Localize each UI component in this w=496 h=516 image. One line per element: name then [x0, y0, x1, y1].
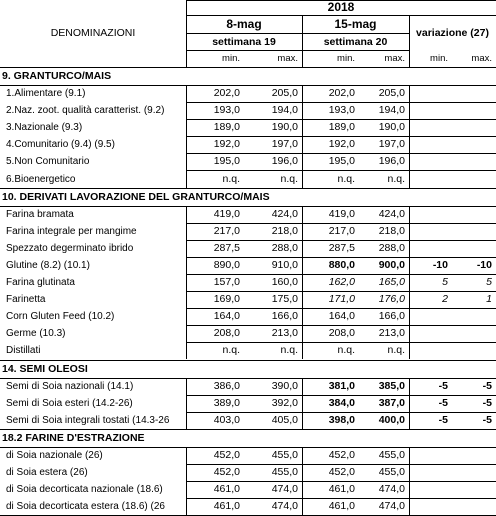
section-title-row: [0, 68, 496, 85]
price-15-mag-max: 196,0: [378, 155, 405, 168]
table-row: [0, 481, 496, 498]
variazione-max: [452, 85, 496, 102]
variazione-max: -5: [482, 379, 492, 392]
price-15-mag-max: 288,0: [378, 241, 405, 254]
grid-hline: [0, 85, 496, 86]
price-8-mag-min: 157,0: [213, 276, 240, 288]
variazione-min: [409, 240, 452, 257]
week-2-header: settimana 20: [323, 36, 388, 48]
variazione-min: [409, 136, 452, 153]
variazione-max: [452, 308, 496, 325]
price-15-mag-max: 900,0: [378, 258, 405, 271]
variazione-min: [409, 223, 452, 240]
grid-vline: [302, 447, 303, 515]
price-8-mag-min: 386,0: [213, 379, 240, 392]
price-8-mag-min: 461,0: [213, 483, 240, 495]
grid-vline: [186, 378, 187, 429]
price-15-mag-min: 217,0: [328, 224, 355, 237]
variazione-min: [409, 464, 452, 481]
grid-hline: [186, 170, 496, 171]
row-label: Distillati: [6, 345, 41, 357]
grid-hline: [186, 33, 409, 34]
price-15-mag-max: 165,0: [378, 276, 405, 288]
table-row: [0, 257, 496, 274]
price-15-mag-max: 474,0: [378, 483, 405, 495]
variazione-min: [409, 325, 452, 342]
grid-hline: [186, 291, 496, 292]
table-row: [0, 274, 496, 291]
variazione-max: [452, 342, 496, 359]
variazione-min: -10: [432, 258, 448, 271]
price-8-mag-max: 392,0: [271, 396, 298, 409]
grid-hline: [0, 378, 496, 379]
section-title: 14. SEMI OLEOSI: [2, 362, 88, 375]
price-15-mag-max: 205,0: [378, 87, 405, 99]
date-1-header: 8-mag: [226, 17, 262, 31]
section-title-row: [0, 189, 496, 206]
variazione-max: [452, 447, 496, 464]
variazione-max: 5: [486, 276, 492, 288]
var-min-header: min.: [430, 53, 448, 64]
price-15-mag-min: 208,0: [328, 327, 355, 340]
price-8-mag-min: 202,0: [213, 87, 240, 99]
price-8-mag-max: 160,0: [271, 276, 298, 288]
price-8-mag-max: 218,0: [271, 224, 298, 237]
grid-vline: [302, 85, 303, 188]
price-15-mag-min: 193,0: [328, 104, 355, 117]
row-label: di Soia decorticata estera (18.6) (26: [6, 501, 165, 513]
row-label: 6.Bioenergetico: [6, 173, 76, 185]
price-15-mag-min: 192,0: [328, 138, 355, 151]
variazione-min: 2: [442, 293, 448, 306]
variazione-min: [409, 342, 452, 359]
price-8-mag-min: 169,0: [213, 293, 240, 306]
price-15-mag-max: n.q.: [387, 344, 405, 357]
row-label: Glutine (8.2) (10.1): [6, 259, 90, 271]
grid-hline: [186, 50, 409, 51]
price-15-mag-max: 213,0: [378, 327, 405, 340]
grid-vline: [302, 206, 303, 360]
price-15-mag-min: 461,0: [328, 483, 355, 495]
variazione-max: [452, 223, 496, 240]
grid-vline: [302, 15, 303, 67]
price-8-mag-min: 287,5: [213, 241, 240, 254]
price-8-mag-min: 452,0: [213, 448, 240, 461]
variazione-min: [409, 481, 452, 498]
table-row: [0, 308, 496, 325]
price-15-mag-max: 197,0: [378, 138, 405, 151]
price-8-mag-max: 288,0: [271, 241, 298, 254]
price-8-mag-min: 217,0: [213, 224, 240, 237]
price-15-mag-max: 190,0: [378, 121, 405, 134]
price-15-mag-max: 385,0: [378, 379, 405, 392]
price-15-mag-max: n.q.: [387, 172, 405, 185]
table-row: [0, 447, 496, 464]
grid-hline: [186, 498, 496, 499]
row-label: di Soia estera (26): [6, 466, 88, 478]
year-header: 2018: [327, 0, 355, 14]
price-8-mag-max: 190,0: [271, 121, 298, 134]
table-row: [0, 412, 496, 429]
denominazioni-header: DENOMINAZIONI: [50, 27, 136, 39]
price-15-mag-max: 166,0: [378, 310, 405, 323]
grid-hline: [0, 188, 496, 189]
row-label: Farina integrale per mangime: [6, 225, 137, 237]
table-row: [0, 153, 496, 170]
grid-vline: [186, 85, 187, 188]
price-8-mag-min: 461,0: [213, 500, 240, 513]
price-15-mag-min: 195,0: [328, 155, 355, 168]
section-title: 18.2 FARINE D'ESTRAZIONE: [2, 431, 145, 444]
price-8-mag-max: 166,0: [271, 310, 298, 323]
grid-hline: [0, 447, 496, 448]
price-15-mag-max: 176,0: [378, 293, 405, 306]
price-15-mag-min: 381,0: [328, 379, 355, 392]
price-8-mag-max: 910,0: [271, 258, 298, 271]
price-8-mag-min: 890,0: [213, 258, 240, 271]
section-title: 10. DERIVATI LAVORAZIONE DEL GRANTURCO/MAIS: [2, 190, 270, 203]
grid-hline: [0, 429, 496, 430]
grid-hline: [0, 206, 496, 207]
grid-hline: [186, 153, 496, 154]
price-8-mag-max: 194,0: [271, 104, 298, 117]
section-title: 9. GRANTURCO/MAIS: [2, 70, 112, 82]
grid-hline: [186, 223, 496, 224]
variazione-max: [452, 136, 496, 153]
price-8-mag-min: 389,0: [213, 396, 240, 409]
variazione-min: [409, 85, 452, 102]
table-row: [0, 240, 496, 257]
price-15-mag-max: 387,0: [378, 396, 405, 409]
table-row: [0, 291, 496, 308]
price-15-mag-min: 452,0: [328, 465, 355, 478]
grid-hline: [186, 412, 496, 413]
min-header: min.: [222, 53, 240, 64]
table-row: [0, 85, 496, 102]
grid-vline: [409, 378, 410, 429]
price-15-mag-min: n.q.: [337, 172, 355, 185]
row-label: Farinetta: [6, 294, 46, 306]
variazione-max: -5: [482, 413, 492, 426]
variazione-max: [452, 464, 496, 481]
price-15-mag-max: 194,0: [378, 104, 405, 117]
price-15-mag-min: 189,0: [328, 121, 355, 134]
variazione-min: [409, 102, 452, 119]
variazione-min: [409, 447, 452, 464]
section-title-row: [0, 361, 496, 378]
min-header: min.: [337, 53, 355, 64]
row-label: 5.Non Comunitario: [6, 156, 90, 168]
grid-hline: [0, 67, 496, 68]
price-15-mag-min: 419,0: [328, 207, 355, 220]
table-row: [0, 378, 496, 395]
price-8-mag-min: 419,0: [213, 207, 240, 220]
price-15-mag-min: 461,0: [328, 500, 355, 513]
price-15-mag-max: 455,0: [378, 465, 405, 478]
grid-hline: [186, 308, 496, 309]
grid-hline: [186, 119, 496, 120]
row-label: Corn Gluten Feed (10.2): [6, 311, 115, 323]
variazione-max: [452, 119, 496, 136]
table-row: [0, 102, 496, 119]
row-label: 1.Alimentare (9.1): [6, 88, 86, 99]
price-8-mag-min: 192,0: [213, 138, 240, 151]
price-8-mag-max: 474,0: [271, 500, 298, 513]
price-8-mag-max: 197,0: [271, 138, 298, 151]
price-8-mag-min: 189,0: [213, 121, 240, 134]
variazione-max: -10: [476, 258, 492, 271]
price-8-mag-min: 195,0: [213, 155, 240, 168]
price-15-mag-min: 287,5: [328, 241, 355, 254]
price-15-mag-min: 171,0: [328, 293, 355, 306]
variazione-min: [409, 308, 452, 325]
variazione-max: [452, 240, 496, 257]
price-15-mag-max: 218,0: [378, 224, 405, 237]
table-row: [0, 136, 496, 153]
price-8-mag-min: n.q.: [222, 172, 240, 185]
variazione-min: -5: [438, 396, 448, 409]
variazione-max: [452, 325, 496, 342]
variazione-min: 5: [442, 276, 448, 288]
row-label: Semi di Soia nazionali (14.1): [6, 380, 134, 392]
row-label: 3.Nazionale (9.3): [6, 122, 83, 134]
variazione-header: variazione (27): [416, 27, 489, 39]
price-8-mag-max: 424,0: [271, 207, 298, 220]
table-row: [0, 342, 496, 359]
var-max-header: max.: [471, 53, 492, 64]
price-8-mag-min: 403,0: [213, 413, 240, 426]
variazione-max: [452, 171, 496, 188]
price-15-mag-max: 400,0: [378, 413, 405, 426]
grid-hline: [186, 325, 496, 326]
price-8-mag-min: 452,0: [213, 465, 240, 478]
price-15-mag-max: 424,0: [378, 207, 405, 220]
grid-hline: [186, 395, 496, 396]
grid-hline: [186, 342, 496, 343]
price-8-mag-min: 164,0: [213, 310, 240, 323]
row-label: 4.Comunitario (9.4) (9.5): [6, 139, 115, 151]
grid-hline: [186, 0, 496, 1]
table-row: [0, 119, 496, 136]
variazione-max: [452, 206, 496, 223]
grid-hline: [186, 136, 496, 137]
row-label: Semi di Soia integrali tostati (14.3-26: [6, 414, 170, 426]
row-label: 2.Naz. zoot. qualità caratterist. (9.2): [6, 105, 165, 117]
grid-vline: [186, 0, 187, 68]
variazione-max: -5: [482, 396, 492, 409]
price-15-mag-min: 164,0: [328, 310, 355, 323]
row-label: Semi di Soia esteri (14.2-26): [6, 397, 133, 409]
variazione-min: [409, 171, 452, 188]
grid-vline: [409, 15, 410, 67]
price-8-mag-max: 390,0: [271, 379, 298, 392]
price-15-mag-min: 162,0: [328, 276, 355, 288]
price-8-mag-max: 196,0: [271, 155, 298, 168]
grid-vline: [409, 447, 410, 515]
price-8-mag-max: n.q.: [280, 172, 298, 185]
price-8-mag-min: n.q.: [222, 344, 240, 357]
variazione-max: [452, 102, 496, 119]
row-label: di Soia nazionale (26): [6, 449, 103, 461]
table-row: [0, 325, 496, 342]
price-8-mag-min: 193,0: [213, 104, 240, 117]
grid-hline: [186, 464, 496, 465]
price-15-mag-max: 474,0: [378, 500, 405, 513]
variazione-min: -5: [438, 379, 448, 392]
price-8-mag-max: 213,0: [271, 327, 298, 340]
variazione-min: [409, 153, 452, 170]
price-8-mag-max: 455,0: [271, 448, 298, 461]
row-label: Spezzato degerminato ibrido: [6, 242, 134, 254]
row-label: di Soia decorticata nazionale (18.6): [6, 484, 163, 495]
grid-vline: [186, 206, 187, 360]
price-8-mag-max: 455,0: [271, 465, 298, 478]
variazione-min: [409, 206, 452, 223]
price-15-mag-min: 398,0: [328, 413, 355, 426]
week-1-header: settimana 19: [212, 36, 276, 48]
grid-vline: [409, 85, 410, 188]
grid-vline: [409, 206, 410, 360]
table-row: [0, 171, 496, 188]
price-15-mag-min: n.q.: [337, 344, 355, 357]
table-row: [0, 206, 496, 223]
grid-vline: [186, 447, 187, 515]
price-8-mag-min: 208,0: [213, 327, 240, 340]
row-label: Farina bramata: [6, 208, 74, 220]
section-title-row: [0, 430, 496, 447]
variazione-max: 1: [486, 293, 492, 306]
table-row: [0, 223, 496, 240]
grid-hline: [186, 481, 496, 482]
date-2-header: 15-mag: [334, 17, 377, 31]
variazione-min: -5: [438, 413, 448, 426]
price-8-mag-max: n.q.: [280, 344, 298, 357]
grid-vline: [302, 378, 303, 429]
grid-hline: [186, 15, 496, 16]
price-8-mag-max: 175,0: [271, 293, 298, 306]
table-row: [0, 395, 496, 412]
table-row: [0, 464, 496, 481]
price-15-mag-min: 202,0: [328, 87, 355, 99]
row-label: Farina glutinata: [6, 277, 75, 288]
grid-hline: [186, 240, 496, 241]
variazione-max: [452, 153, 496, 170]
max-header: max.: [384, 53, 405, 64]
variazione-min: [409, 119, 452, 136]
grid-hline: [0, 360, 496, 361]
price-15-mag-min: 452,0: [328, 448, 355, 461]
variazione-max: [452, 481, 496, 498]
price-15-mag-min: 384,0: [328, 396, 355, 409]
grid-hline: [186, 257, 496, 258]
price-8-mag-max: 405,0: [271, 413, 298, 426]
price-8-mag-max: 205,0: [271, 87, 298, 99]
max-header: max.: [277, 53, 298, 64]
row-label: Germe (10.3): [6, 328, 66, 340]
price-8-mag-max: 474,0: [271, 483, 298, 495]
price-15-mag-min: 880,0: [328, 258, 355, 271]
price-15-mag-max: 455,0: [378, 448, 405, 461]
grid-hline: [186, 102, 496, 103]
grid-hline: [186, 274, 496, 275]
